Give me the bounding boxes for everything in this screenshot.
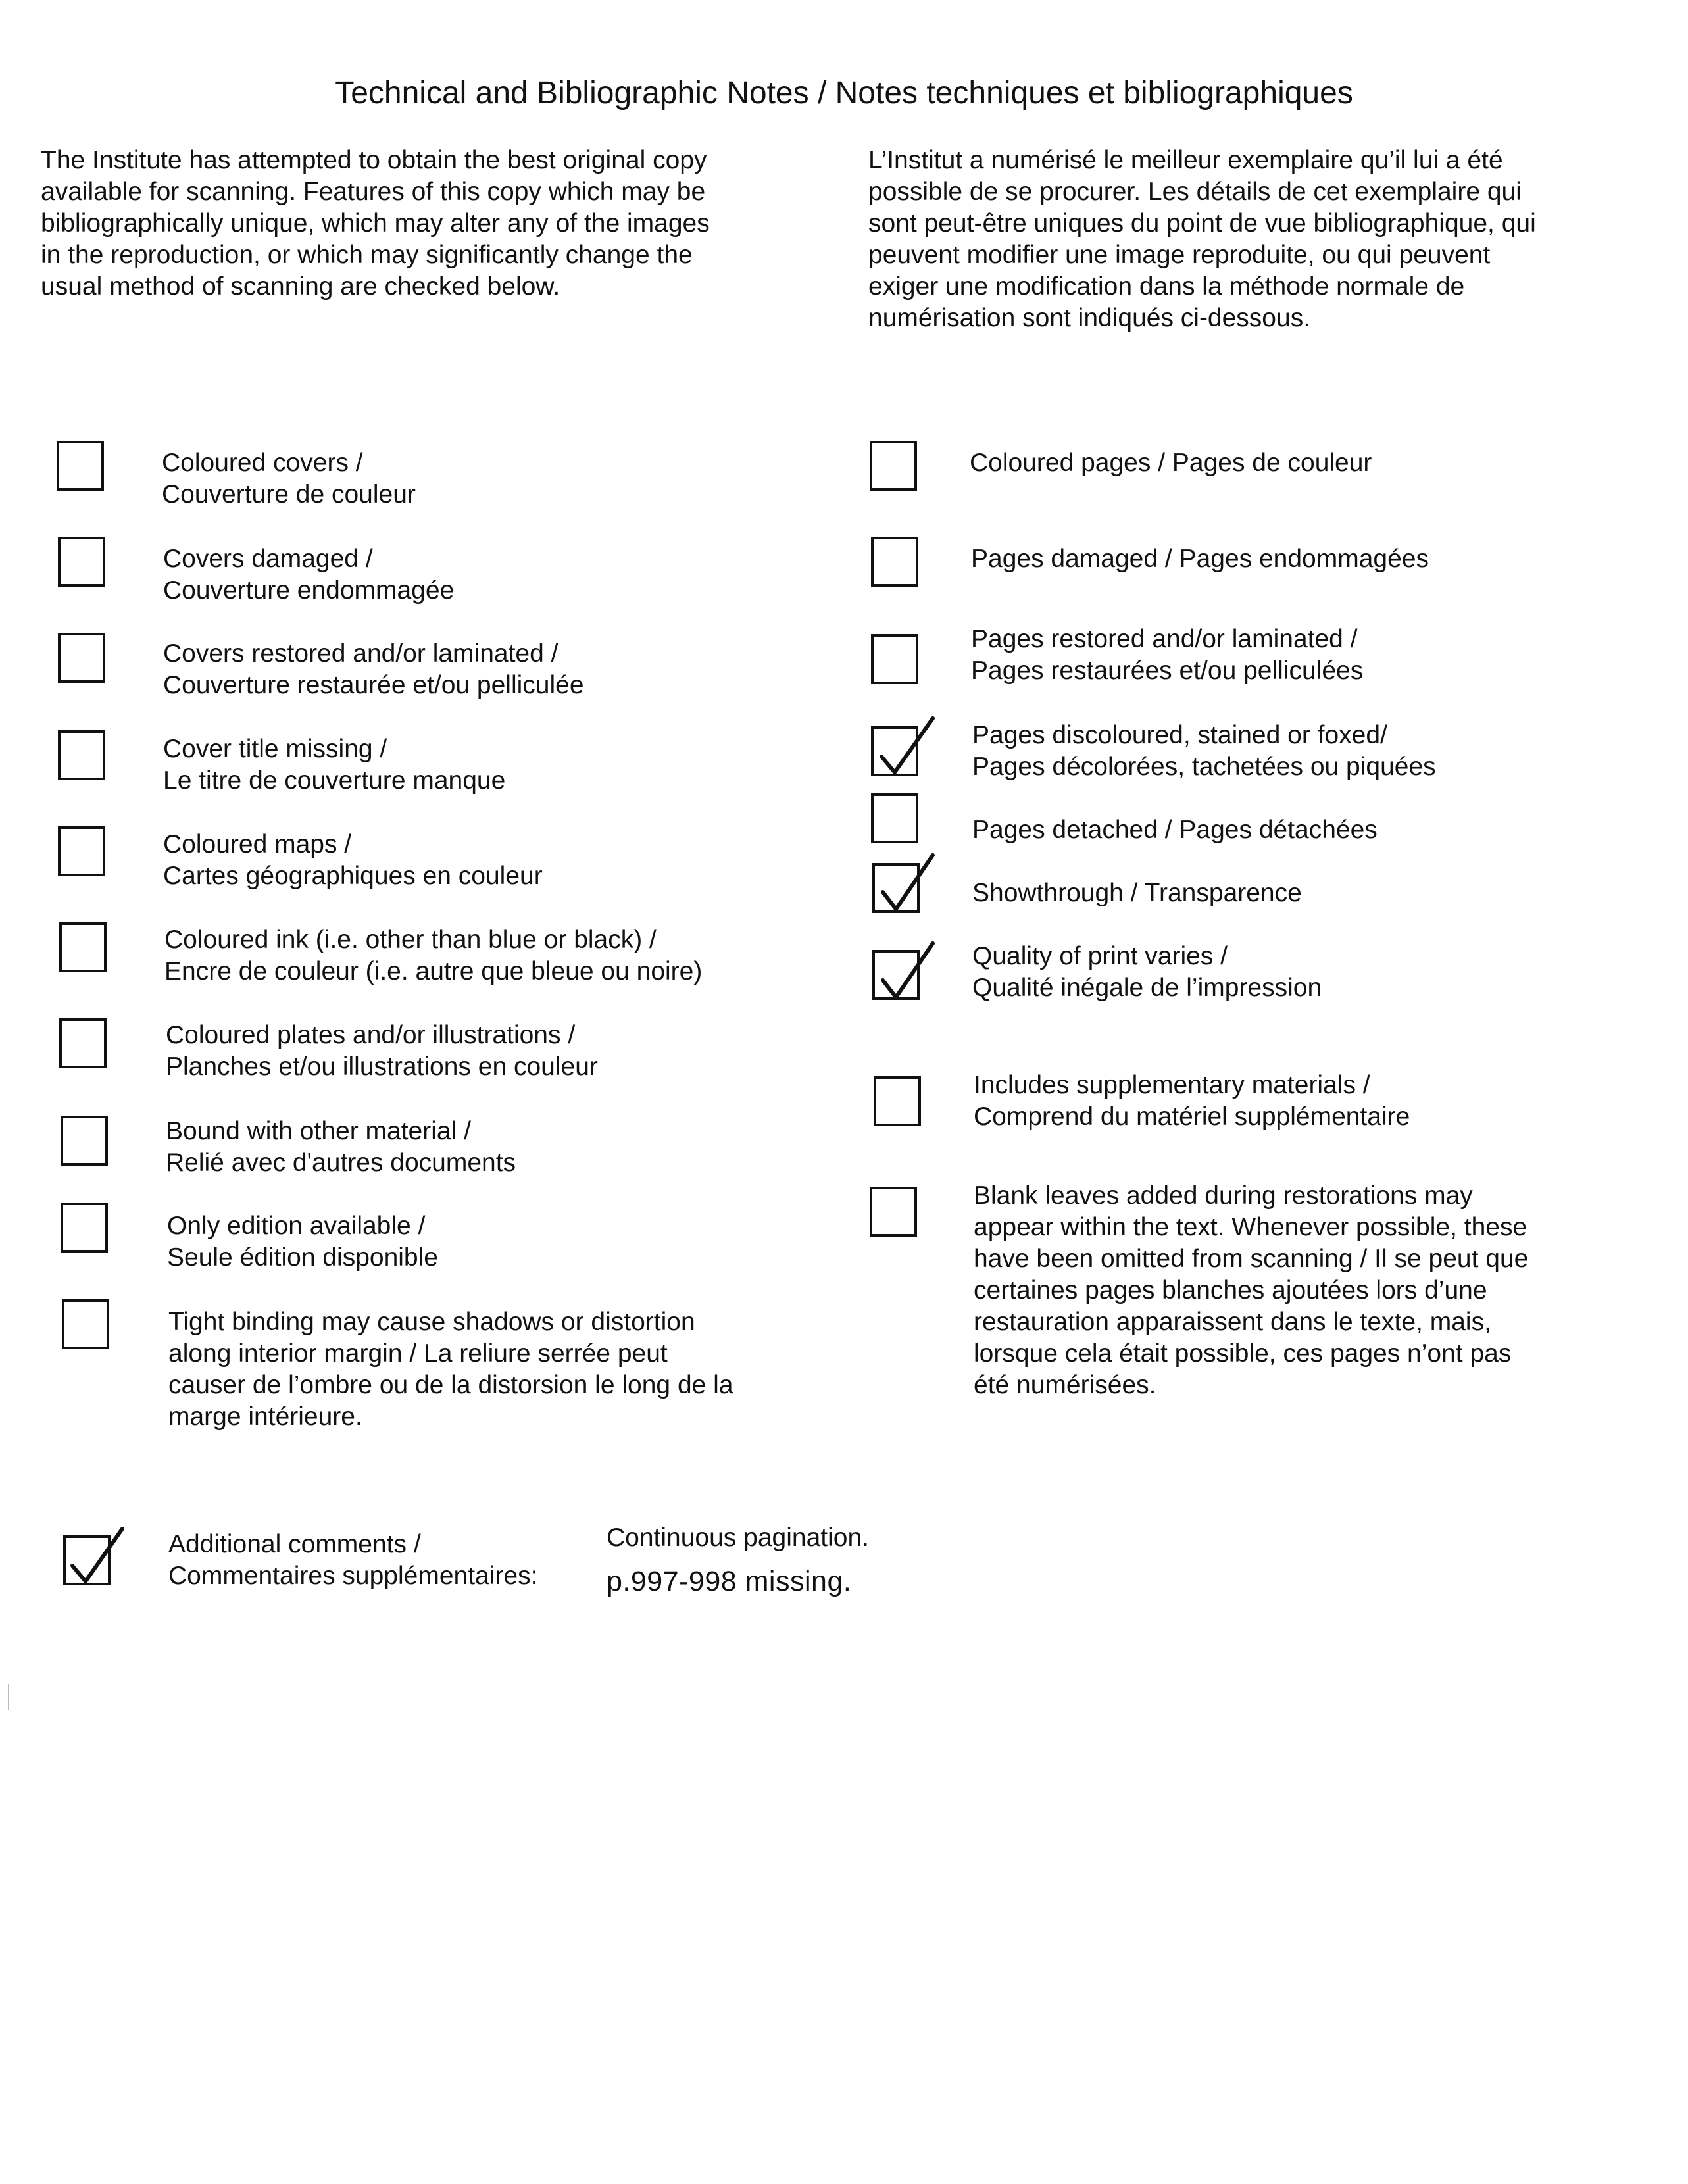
label-line: Tight binding may cause shadows or distortion: [168, 1308, 695, 1336]
label-tight-binding: [168, 1306, 733, 1433]
checkbox-bound-with-other[interactable]: [61, 1116, 108, 1166]
label-line: have been omitted from scanning / Il se peut que: [974, 1245, 1529, 1273]
label-line: Cartes géographiques en couleur: [163, 862, 543, 890]
label-line: Qualité inégale de l’impression: [972, 974, 1322, 1002]
label-pages-restored: [971, 624, 1363, 687]
label-only-edition: [167, 1210, 438, 1274]
label-line: Planches et/ou illustrations en couleur: [166, 1053, 598, 1081]
intro-english-line: usual method of scanning are checked below.: [41, 272, 560, 301]
additional-comment-text: Continuous pagination.: [607, 1524, 869, 1552]
label-line: Coloured maps /: [163, 830, 352, 858]
checkmark-icon: [62, 1525, 128, 1591]
label-line: Additional comments /: [168, 1530, 421, 1558]
checkbox-tight-binding[interactable]: [62, 1299, 109, 1349]
label-line: Includes supplementary materials /: [974, 1071, 1370, 1099]
label-quality-of-print: [972, 941, 1322, 1004]
label-coloured-pages: [970, 447, 1372, 479]
intro-french-line: sont peut-être uniques du point de vue bibliographique, qui: [868, 209, 1536, 237]
label-line: Coloured covers /: [162, 449, 363, 477]
label-showthrough: [972, 878, 1302, 909]
checkbox-pages-damaged[interactable]: [871, 537, 918, 587]
intro-english: [41, 145, 830, 303]
label-line: Bound with other material /: [166, 1117, 471, 1145]
checkmark-icon: [870, 716, 935, 782]
checkbox-coloured-pages[interactable]: [870, 441, 917, 491]
intro-french-line: L’Institut a numérisé le meilleur exemplaire qu’il lui a été: [868, 146, 1503, 174]
label-line: Pages detached / Pages détachées: [972, 816, 1378, 844]
label-bound-with-other: [166, 1116, 516, 1179]
intro-english-line: bibliographically unique, which may alter any of the images: [41, 209, 710, 237]
label-line: Couverture endommagée: [163, 576, 455, 605]
label-covers-restored: [163, 638, 584, 701]
label-line: Pages discoloured, stained or foxed/: [972, 721, 1387, 749]
label-blank-leaves: [974, 1180, 1528, 1401]
checkbox-cover-title-missing[interactable]: [58, 730, 105, 780]
label-additional-comments: [168, 1529, 537, 1592]
label-line: appear within the text. Whenever possible, these: [974, 1213, 1527, 1241]
checkbox-additional-comments[interactable]: [63, 1535, 111, 1585]
label-line: Couverture de couleur: [162, 480, 416, 509]
label-line: Comprend du matériel supplémentaire: [974, 1103, 1410, 1131]
label-line: Pages restored and/or laminated /: [971, 625, 1358, 653]
label-line: marge intérieure.: [168, 1402, 362, 1431]
label-covers-damaged: [163, 543, 454, 607]
margin-mark: [8, 1684, 9, 1710]
checkbox-coloured-covers[interactable]: [57, 441, 104, 491]
label-line: Covers restored and/or laminated /: [163, 639, 559, 668]
intro-french: [868, 145, 1658, 334]
label-line: Covers damaged /: [163, 545, 373, 573]
label-line: Only edition available /: [167, 1212, 426, 1240]
checkbox-supplementary-materials[interactable]: [874, 1076, 921, 1126]
checkbox-pages-restored[interactable]: [871, 634, 918, 684]
label-pages-damaged: [971, 543, 1429, 575]
label-pages-detached: [972, 814, 1378, 846]
checkbox-showthrough[interactable]: [872, 863, 920, 913]
label-coloured-ink: [164, 924, 702, 987]
label-line: causer de l’ombre ou de la distorsion le long de la: [168, 1371, 733, 1399]
checkmark-icon: [871, 939, 937, 1005]
label-coloured-covers: [162, 447, 416, 510]
label-line: Cover title missing /: [163, 735, 387, 763]
label-line: Coloured plates and/or illustrations /: [166, 1021, 576, 1049]
label-line: Relié avec d'autres documents: [166, 1149, 516, 1177]
checkbox-coloured-maps[interactable]: [58, 826, 105, 876]
checkmark-icon: [871, 853, 937, 918]
label-line: Couverture restaurée et/ou pelliculée: [163, 671, 584, 699]
intro-english-line: in the reproduction, or which may significantly change the: [41, 241, 693, 269]
label-line: Coloured pages / Pages de couleur: [970, 449, 1372, 477]
label-line: Coloured ink (i.e. other than blue or black) /: [164, 926, 657, 954]
label-supplementary-materials: [974, 1070, 1410, 1133]
intro-french-line: peuvent modifier une image reproduite, ou qui peuvent: [868, 241, 1491, 269]
checkbox-blank-leaves[interactable]: [870, 1187, 917, 1237]
label-line: Pages décolorées, tachetées ou piquées: [972, 753, 1436, 781]
label-line: Pages damaged / Pages endommagées: [971, 545, 1429, 573]
intro-english-line: available for scanning. Features of this copy which may be: [41, 178, 706, 206]
label-cover-title-missing: [163, 733, 505, 797]
label-line: lorsque cela était possible, ces pages n’ont pas: [974, 1339, 1512, 1368]
checkbox-quality-of-print[interactable]: [872, 950, 920, 1000]
label-line: Commentaires supplémentaires:: [168, 1562, 538, 1590]
label-line: Seule édition disponible: [167, 1243, 438, 1272]
intro-french-line: numérisation sont indiqués ci-dessous.: [868, 304, 1311, 332]
label-line: Quality of print varies /: [972, 942, 1228, 970]
intro-french-line: possible de se procurer. Les détails de cet exemplaire qui: [868, 178, 1522, 206]
page-title: Technical and Bibliographic Notes / Notes techniques et bibliographiques: [335, 76, 1353, 111]
label-line: Showthrough / Transparence: [972, 879, 1302, 907]
checkbox-covers-damaged[interactable]: [58, 537, 105, 587]
checkbox-covers-restored[interactable]: [58, 633, 105, 683]
label-line: certaines pages blanches ajoutées lors d’une: [974, 1276, 1487, 1304]
checkbox-only-edition[interactable]: [61, 1203, 108, 1253]
checkbox-coloured-plates[interactable]: [59, 1018, 107, 1068]
label-coloured-maps: [163, 829, 543, 892]
label-line: été numérisées.: [974, 1371, 1156, 1399]
additional-comment-text: p.997-998 missing.: [607, 1566, 852, 1597]
label-line: along interior margin / La reliure serrée peut: [168, 1339, 668, 1368]
label-line: Pages restaurées et/ou pelliculées: [971, 657, 1364, 685]
label-line: Le titre de couverture manque: [163, 766, 506, 795]
checkbox-pages-discoloured[interactable]: [871, 726, 918, 776]
label-line: Encre de couleur (i.e. autre que bleue ou noire): [164, 957, 703, 985]
intro-english-line: The Institute has attempted to obtain the best original copy: [41, 146, 707, 174]
intro-french-line: exiger une modification dans la méthode normale de: [868, 272, 1465, 301]
checkbox-coloured-ink[interactable]: [59, 922, 107, 972]
label-line: restauration apparaissent dans le texte, mais,: [974, 1308, 1491, 1336]
label-coloured-plates: [166, 1020, 598, 1083]
label-pages-discoloured: [972, 720, 1436, 783]
checkbox-pages-detached[interactable]: [871, 793, 918, 843]
label-line: Blank leaves added during restorations may: [974, 1181, 1473, 1210]
